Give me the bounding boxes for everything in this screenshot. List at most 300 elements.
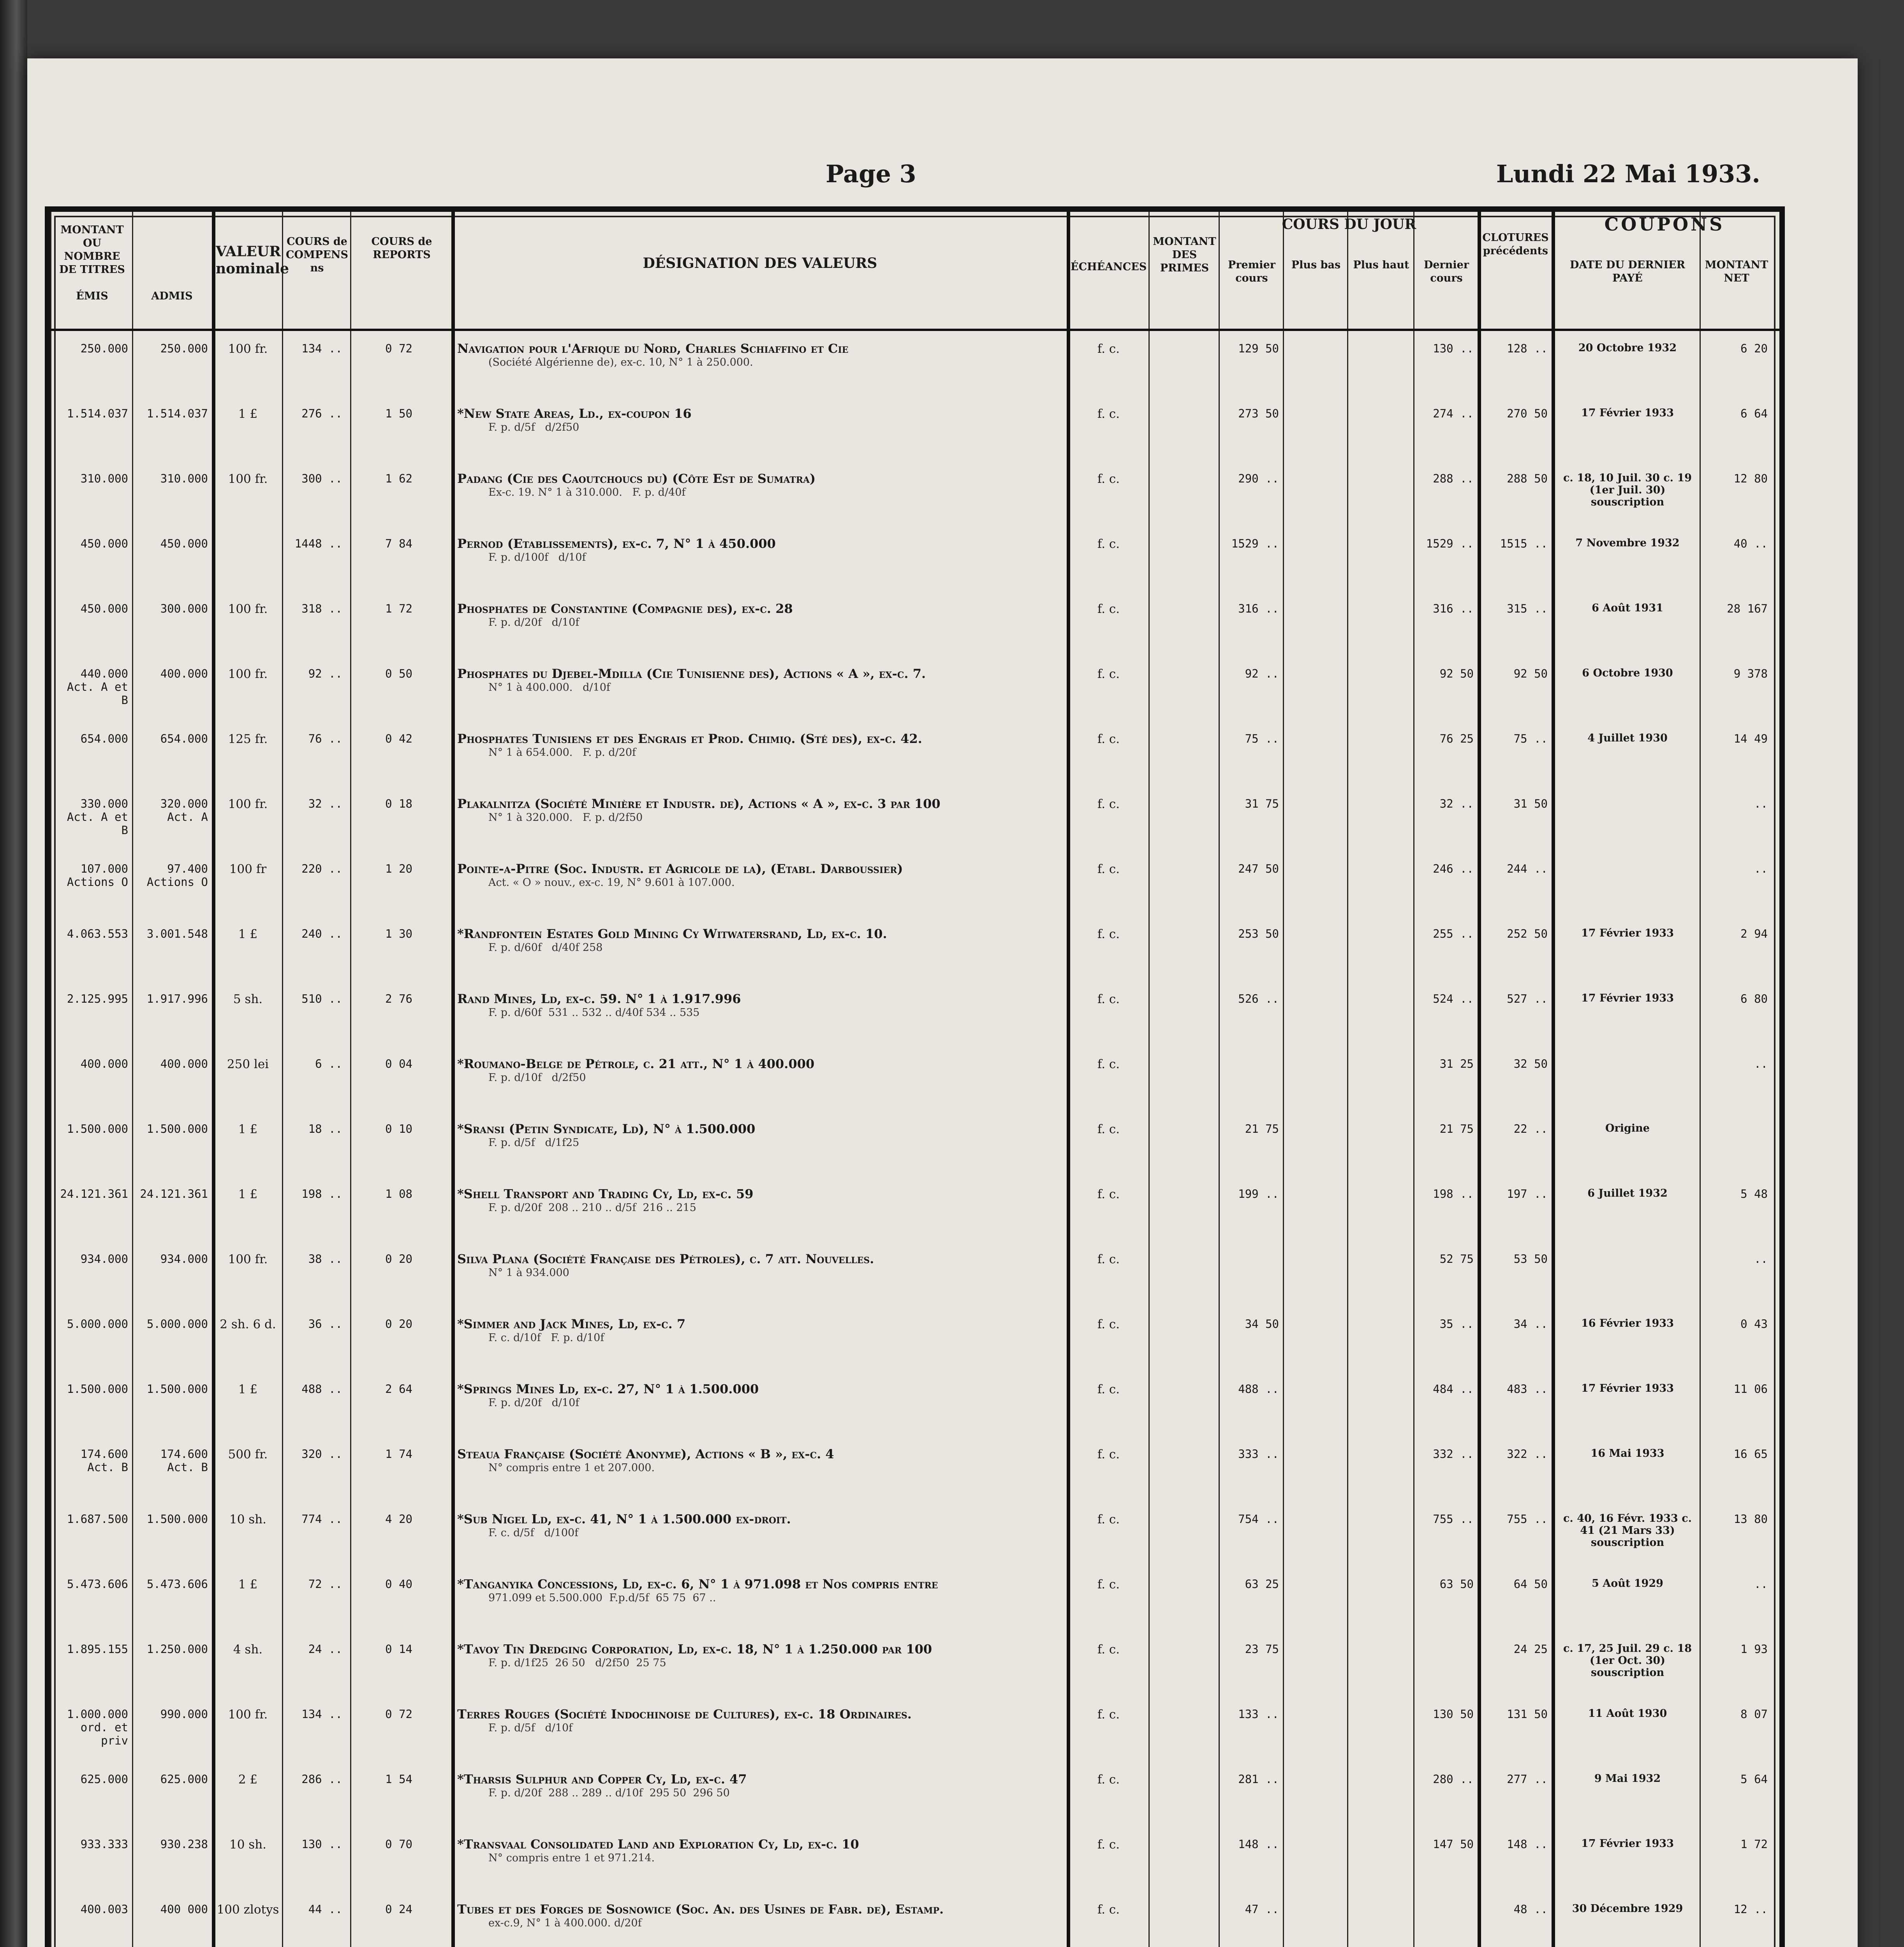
cell-admis: 1.500.000 bbox=[146, 1122, 208, 1135]
cell-cloture: 755 .. bbox=[1507, 1512, 1548, 1526]
cell-valeur: 100 fr bbox=[229, 862, 267, 876]
security-name: Pointe-a-Pitre (Soc. Industr. et Agricole de la), (Etabl. Darboussier) bbox=[457, 861, 903, 876]
cell-premier: 488 .. bbox=[1238, 1382, 1279, 1396]
cell-ech: f. c. bbox=[1097, 797, 1120, 811]
cell-admis: 400 000 bbox=[160, 1903, 208, 1916]
cell-compens: 774 .. bbox=[301, 1512, 342, 1526]
cell-reports: 0 40 bbox=[385, 1577, 412, 1591]
table-row bbox=[50, 336, 1779, 401]
cell-dernier: 524 .. bbox=[1433, 992, 1474, 1005]
cell-admis: 1.514.037 bbox=[146, 407, 208, 420]
table-row bbox=[50, 1442, 1779, 1507]
cell-coupon-date: 30 Décembre 1929 bbox=[1572, 1903, 1683, 1915]
table-row bbox=[50, 987, 1779, 1052]
security-detail: Ex-c. 19. N° 1 à 310.000. F. p. d/40f bbox=[488, 486, 686, 498]
cell-compens: 24 .. bbox=[308, 1642, 342, 1656]
cell-admis: 930.238 bbox=[160, 1838, 208, 1851]
cell-designation bbox=[457, 341, 1063, 369]
cell-dernier: 130 50 bbox=[1433, 1708, 1474, 1721]
cell-ech: f. c. bbox=[1097, 1577, 1120, 1591]
security-detail: F. p. d/20f d/10f bbox=[488, 616, 579, 628]
cell-cloture: 244 .. bbox=[1507, 862, 1548, 875]
cell-admis: 990.000 bbox=[160, 1708, 208, 1721]
cell-coupon-net: 14 49 bbox=[1733, 732, 1768, 745]
cell-coupon-net: 6 80 bbox=[1740, 992, 1768, 1005]
security-name: Navigation pour l'Afrique du Nord, Charles Schiaffino et Cie bbox=[457, 341, 849, 356]
cell-coupon-net: 1 93 bbox=[1740, 1642, 1768, 1656]
cell-ech: f. c. bbox=[1097, 1838, 1120, 1852]
cell-cloture: 31 50 bbox=[1513, 797, 1548, 810]
cell-valeur: 100 fr. bbox=[228, 472, 268, 486]
cell-valeur: 100 fr. bbox=[228, 667, 268, 681]
header-premier: Premier cours bbox=[1228, 259, 1275, 284]
cell-emis: 1.687.500 bbox=[67, 1512, 128, 1526]
security-detail: F. p. d/5f d/2f50 bbox=[488, 421, 579, 433]
cell-valeur: 1 £ bbox=[238, 1122, 258, 1136]
cell-reports: 1 72 bbox=[385, 602, 412, 615]
security-detail: Act. « O » nouv., ex-c. 19, N° 9.601 à 107.000. bbox=[488, 877, 735, 889]
cell-emis: 440.000 Act. A et B bbox=[67, 667, 128, 707]
cell-coupon-net: .. bbox=[1754, 797, 1768, 810]
cell-coupon-date: 16 Février 1933 bbox=[1581, 1317, 1674, 1329]
cell-admis: 1.917.996 bbox=[146, 992, 208, 1005]
cell-premier: 133 .. bbox=[1238, 1708, 1279, 1721]
cell-compens: 220 .. bbox=[301, 862, 342, 875]
cell-admis: 1.500.000 bbox=[146, 1512, 208, 1526]
cell-coupon-date: 4 Juillet 1930 bbox=[1587, 732, 1668, 744]
table-row bbox=[50, 1507, 1779, 1572]
cell-reports: 0 42 bbox=[385, 732, 412, 745]
cell-compens: 18 .. bbox=[308, 1122, 342, 1135]
cell-ech: f. c. bbox=[1097, 1642, 1120, 1657]
cell-coupon-net: 6 20 bbox=[1740, 342, 1768, 355]
cell-cloture: 48 .. bbox=[1513, 1903, 1548, 1916]
cell-admis: 450.000 bbox=[160, 537, 208, 550]
table-row bbox=[50, 1702, 1779, 1767]
cell-cloture: 75 .. bbox=[1513, 732, 1548, 745]
table-row bbox=[50, 857, 1779, 922]
security-name: Plakalnitza (Société Minière et Industr. de), Actions « A », ex-c. 3 par 100 bbox=[457, 796, 941, 811]
cell-cloture: 252 50 bbox=[1507, 927, 1548, 940]
security-detail: F. c. d/10f F. p. d/10f bbox=[488, 1332, 604, 1344]
cell-dernier: 288 .. bbox=[1433, 472, 1474, 485]
cell-designation bbox=[457, 926, 1063, 954]
cell-reports: 7 84 bbox=[385, 537, 412, 550]
cell-emis: 174.600 Act. B bbox=[80, 1447, 128, 1474]
cell-designation bbox=[457, 1837, 1063, 1865]
cell-cloture: 483 .. bbox=[1507, 1382, 1548, 1396]
security-detail: ex-c.9, N° 1 à 400.000. d/20f bbox=[488, 1917, 642, 1929]
table-row bbox=[50, 1052, 1779, 1117]
cell-coupon-net: .. bbox=[1754, 1577, 1768, 1591]
cell-designation bbox=[457, 1382, 1063, 1410]
cell-premier: 247 50 bbox=[1238, 862, 1279, 875]
table-row bbox=[50, 792, 1779, 857]
security-name: Steaua Française (Société Anonyme), Actions « B », ex-c. 4 bbox=[457, 1447, 834, 1461]
table-row bbox=[50, 401, 1779, 467]
cell-admis: 174.600 Act. B bbox=[160, 1447, 208, 1474]
cell-ech: f. c. bbox=[1097, 472, 1120, 486]
page-date: Lundi 22 Mai 1933. bbox=[1496, 160, 1760, 188]
cell-emis: 1.000.000 ord. et priv bbox=[67, 1708, 128, 1747]
cell-valeur: 10 sh. bbox=[229, 1512, 267, 1526]
cell-dernier: 1529 .. bbox=[1426, 537, 1474, 550]
cell-dernier: 332 .. bbox=[1433, 1447, 1474, 1461]
cell-reports: 0 50 bbox=[385, 667, 412, 680]
security-detail: F. p. d/60f 531 .. 532 .. d/40f 534 .. 535 bbox=[488, 1007, 700, 1019]
security-name: *Tavoy Tin Dredging Corporation, Ld, ex-c. 18, N° 1 à 1.250.000 par 100 bbox=[457, 1642, 932, 1657]
cell-ech: f. c. bbox=[1097, 667, 1120, 681]
table-row bbox=[50, 1572, 1779, 1637]
cell-valeur: 1 £ bbox=[238, 927, 258, 941]
cell-admis: 1.250.000 bbox=[146, 1642, 208, 1656]
cell-designation bbox=[457, 601, 1063, 629]
cell-emis: 5.473.606 bbox=[67, 1577, 128, 1591]
table-row bbox=[50, 532, 1779, 597]
cell-emis: 310.000 bbox=[80, 472, 128, 485]
cell-designation bbox=[457, 991, 1063, 1019]
cell-coupon-net: 13 80 bbox=[1733, 1512, 1768, 1526]
header-cours-compens: COURS de COMPENS ns bbox=[286, 236, 348, 274]
cell-ech: f. c. bbox=[1097, 1708, 1120, 1722]
header-cours-du-jour: COURS DU JOUR bbox=[1282, 216, 1416, 232]
security-name: Phosphates de Constantine (Compagnie des), ex-c. 28 bbox=[457, 601, 793, 616]
security-name: *Roumano-Belge de Pétrole, c. 21 att., N° 1 à 400.000 bbox=[457, 1056, 815, 1071]
cell-emis: 450.000 bbox=[80, 602, 128, 615]
security-detail: F. p. d/1f25 26 50 d/2f50 25 75 bbox=[488, 1657, 666, 1669]
cell-premier: 1529 .. bbox=[1231, 537, 1279, 550]
cell-coupon-net: 5 64 bbox=[1740, 1773, 1768, 1786]
cell-reports: 2 64 bbox=[385, 1382, 412, 1396]
cell-coupon-net: 9 378 bbox=[1733, 667, 1768, 680]
security-detail: F. p. d/20f d/10f bbox=[488, 1397, 579, 1409]
cell-designation bbox=[457, 1902, 1063, 1930]
page-binding bbox=[0, 0, 27, 1947]
cell-compens: 76 .. bbox=[308, 732, 342, 745]
security-detail: (Société Algérienne de), ex-c. 10, N° 1 à 250.000. bbox=[488, 356, 753, 368]
table-row bbox=[50, 662, 1779, 727]
security-name: *Tanganyika Concessions, Ld, ex-c. 6, N° 1 à 971.098 et Nos compris entre bbox=[457, 1577, 938, 1591]
cell-valeur: 100 fr. bbox=[228, 797, 268, 811]
cell-compens: 44 .. bbox=[308, 1903, 342, 1916]
security-detail: F. p. d/20f 288 .. 289 .. d/10f 295 50 296 50 bbox=[488, 1787, 730, 1799]
cell-compens: 38 .. bbox=[308, 1252, 342, 1266]
cell-compens: 32 .. bbox=[308, 797, 342, 810]
cell-designation bbox=[457, 1707, 1063, 1735]
cell-emis: 934.000 bbox=[80, 1252, 128, 1266]
table-row bbox=[50, 1377, 1779, 1442]
cell-admis: 400.000 bbox=[160, 1057, 208, 1070]
cell-admis: 320.000 Act. A bbox=[160, 797, 208, 824]
cell-valeur: 500 fr. bbox=[228, 1447, 268, 1461]
security-detail: N° 1 à 934.000 bbox=[488, 1267, 569, 1279]
header-date-dernier: DATE DU DERNIER PAYÉ bbox=[1569, 259, 1686, 284]
cell-dernier: 198 .. bbox=[1433, 1187, 1474, 1201]
header-dernier: Dernier cours bbox=[1423, 259, 1469, 284]
cell-reports: 0 70 bbox=[385, 1838, 412, 1851]
security-detail: F. c. d/5f d/100f bbox=[488, 1527, 579, 1539]
cell-valeur: 5 sh. bbox=[233, 992, 263, 1006]
cell-ech: f. c. bbox=[1097, 537, 1120, 551]
cell-valeur: 10 sh. bbox=[229, 1838, 267, 1852]
cell-emis: 330.000 Act. A et B bbox=[67, 797, 128, 837]
cell-valeur: 100 zlotys bbox=[217, 1903, 279, 1917]
cell-dernier: 130 .. bbox=[1433, 342, 1474, 355]
security-name: *Tharsis Sulphur and Copper Cy, Ld, ex-c. 47 bbox=[457, 1772, 747, 1787]
security-name: Silva Plana (Société Française des Pétroles), c. 7 att. Nouvelles. bbox=[457, 1252, 874, 1266]
security-detail: 971.099 et 5.500.000 F.p.d/5f 65 75 67 .. bbox=[488, 1592, 716, 1604]
cell-premier: 23 75 bbox=[1245, 1642, 1279, 1656]
cell-designation bbox=[457, 1121, 1063, 1150]
cell-admis: 310.000 bbox=[160, 472, 208, 485]
table-row bbox=[50, 1897, 1779, 1947]
cell-valeur: 250 lei bbox=[227, 1057, 269, 1071]
cell-ech: f. c. bbox=[1097, 1317, 1120, 1331]
cell-premier: 21 75 bbox=[1245, 1122, 1279, 1135]
cell-coupon-date: 6 Août 1931 bbox=[1592, 602, 1663, 614]
cell-coupon-net: 28 167 bbox=[1727, 602, 1768, 615]
cell-cloture: 24 25 bbox=[1513, 1642, 1548, 1656]
cell-valeur: 100 fr. bbox=[228, 342, 268, 356]
cell-premier: 253 50 bbox=[1238, 927, 1279, 940]
cell-premier: 75 .. bbox=[1245, 732, 1279, 745]
cell-cloture: 92 50 bbox=[1513, 667, 1548, 680]
cell-compens: 134 .. bbox=[301, 342, 342, 355]
cell-designation bbox=[457, 861, 1063, 889]
cell-valeur: 1 £ bbox=[238, 1577, 258, 1591]
cell-compens: 240 .. bbox=[301, 927, 342, 940]
security-name: *Shell Transport and Trading Cy, Ld, ex-c. 59 bbox=[457, 1187, 754, 1201]
cell-emis: 1.514.037 bbox=[67, 407, 128, 420]
cell-ech: f. c. bbox=[1097, 1512, 1120, 1526]
security-name: *Sub Nigel Ld, ex-c. 41, N° 1 à 1.500.000 ex-droit. bbox=[457, 1512, 791, 1526]
cell-compens: 318 .. bbox=[301, 602, 342, 615]
cell-designation bbox=[457, 796, 1063, 824]
cell-valeur: 4 sh. bbox=[233, 1642, 263, 1657]
security-name: *New State Areas, Ld., ex-coupon 16 bbox=[457, 406, 692, 421]
cell-reports: 0 18 bbox=[385, 797, 412, 810]
cell-dernier: 274 .. bbox=[1433, 407, 1474, 420]
table-row bbox=[50, 1117, 1779, 1182]
table-row bbox=[50, 727, 1779, 792]
cell-coupon-net: 40 .. bbox=[1733, 537, 1768, 550]
cell-emis: 400.003 bbox=[80, 1903, 128, 1916]
cell-cloture: 128 .. bbox=[1507, 342, 1548, 355]
cell-reports: 1 62 bbox=[385, 472, 412, 485]
cell-dernier: 484 .. bbox=[1433, 1382, 1474, 1396]
cell-coupon-net: 11 06 bbox=[1733, 1382, 1768, 1396]
cell-premier: 333 .. bbox=[1238, 1447, 1279, 1461]
cell-coupon-net: 8 07 bbox=[1740, 1708, 1768, 1721]
cell-cloture: 277 .. bbox=[1507, 1773, 1548, 1786]
cell-valeur: 100 fr. bbox=[228, 1708, 268, 1722]
cell-compens: 286 .. bbox=[301, 1773, 342, 1786]
cell-ech: f. c. bbox=[1097, 1447, 1120, 1461]
table-row bbox=[50, 1247, 1779, 1312]
cell-coupon-net: 12 80 bbox=[1733, 472, 1768, 485]
cell-designation bbox=[457, 471, 1063, 499]
cell-compens: 320 .. bbox=[301, 1447, 342, 1461]
security-name: Padang (Cie des Caoutchoucs du) (Côte Est de Sumatra) bbox=[457, 471, 816, 486]
cell-compens: 72 .. bbox=[308, 1577, 342, 1591]
cell-valeur: 1 £ bbox=[238, 1187, 258, 1201]
cell-compens: 488 .. bbox=[301, 1382, 342, 1396]
cell-valeur: 1 £ bbox=[238, 407, 258, 421]
security-detail: N° 1 à 320.000. F. p. d/2f50 bbox=[488, 812, 643, 824]
cell-designation bbox=[457, 1577, 1063, 1605]
header-admis: ADMIS bbox=[151, 290, 193, 302]
cell-reports: 0 14 bbox=[385, 1642, 412, 1656]
table-row bbox=[50, 467, 1779, 532]
cell-coupon-net: .. bbox=[1754, 1252, 1768, 1266]
header-valeur: VALEUR nominale bbox=[216, 243, 289, 277]
cell-coupon-date: 17 Février 1933 bbox=[1581, 992, 1674, 1004]
cell-ech: f. c. bbox=[1097, 1057, 1120, 1071]
cell-coupon-date: 17 Février 1933 bbox=[1581, 927, 1674, 939]
cell-cloture: 34 .. bbox=[1513, 1317, 1548, 1331]
page-number: Page 3 bbox=[826, 160, 916, 188]
cell-premier: 316 .. bbox=[1238, 602, 1279, 615]
cell-cloture: 53 50 bbox=[1513, 1252, 1548, 1266]
cell-designation bbox=[457, 1187, 1063, 1215]
cell-admis: 934.000 bbox=[160, 1252, 208, 1266]
header-clotures: CLOTURES précédents bbox=[1482, 232, 1549, 257]
cell-reports: 0 72 bbox=[385, 1708, 412, 1721]
header-montant-titres: MONTANT OU NOMBRE DE TITRES bbox=[59, 224, 125, 276]
cell-emis: 107.000 Actions O bbox=[67, 862, 128, 889]
cell-ech: f. c. bbox=[1097, 1252, 1120, 1266]
cell-admis: 97.400 Actions O bbox=[146, 862, 208, 889]
cell-reports: 1 74 bbox=[385, 1447, 412, 1461]
cell-coupon-date: c. 18, 10 Juil. 30 c. 19 (1er Juil. 30) souscription bbox=[1563, 472, 1692, 508]
cell-coupon-date: 9 Mai 1932 bbox=[1594, 1773, 1661, 1785]
cell-premier: 34 50 bbox=[1245, 1317, 1279, 1331]
cell-admis: 400.000 bbox=[160, 667, 208, 680]
cell-reports: 1 54 bbox=[385, 1773, 412, 1786]
cell-premier: 129 50 bbox=[1238, 342, 1279, 355]
cell-reports: 1 30 bbox=[385, 927, 412, 940]
cell-coupon-date: c. 17, 25 Juil. 29 c. 18 (1er Oct. 30) souscription bbox=[1563, 1642, 1692, 1679]
table-header bbox=[50, 212, 1779, 331]
cell-dernier: 280 .. bbox=[1433, 1773, 1474, 1786]
cell-valeur: 100 fr. bbox=[228, 1252, 268, 1266]
security-detail: F. p. d/60f d/40f 258 bbox=[488, 942, 603, 954]
cell-emis: 625.000 bbox=[80, 1773, 128, 1786]
security-detail: N° 1 à 400.000. d/10f bbox=[488, 681, 610, 694]
cell-dernier: 52 75 bbox=[1439, 1252, 1474, 1266]
cell-coupon-net: 6 64 bbox=[1740, 407, 1768, 420]
security-name: Phosphates Tunisiens et des Engrais et Prod. Chimiq. (Sté des), ex-c. 42. bbox=[457, 731, 922, 746]
cell-coupon-date: Origine bbox=[1605, 1122, 1650, 1134]
cell-ech: f. c. bbox=[1097, 342, 1120, 356]
cell-premier: 526 .. bbox=[1238, 992, 1279, 1005]
cell-ech: f. c. bbox=[1097, 602, 1120, 616]
cell-dernier: 76 25 bbox=[1439, 732, 1474, 745]
cell-premier: 148 .. bbox=[1238, 1838, 1279, 1851]
newspaper-page bbox=[27, 58, 1858, 1947]
security-detail: F. p. d/5f d/1f25 bbox=[488, 1137, 579, 1149]
cell-dernier: 31 25 bbox=[1439, 1057, 1474, 1070]
cell-designation bbox=[457, 406, 1063, 434]
cell-reports: 2 76 bbox=[385, 992, 412, 1005]
cell-valeur: 1 £ bbox=[238, 1382, 258, 1396]
cell-designation bbox=[457, 1772, 1063, 1800]
cell-coupon-date: 11 Août 1930 bbox=[1588, 1708, 1667, 1720]
cell-valeur: 2 £ bbox=[238, 1773, 258, 1787]
cell-ech: f. c. bbox=[1097, 407, 1120, 421]
security-name: Pernod (Etablissements), ex-c. 7, N° 1 à 450.000 bbox=[457, 536, 776, 551]
cell-premier: 754 .. bbox=[1238, 1512, 1279, 1526]
cell-coupon-date: 16 Mai 1933 bbox=[1590, 1447, 1664, 1459]
cell-coupon-date: c. 40, 16 Févr. 1933 c. 41 (21 Mars 33) souscription bbox=[1563, 1512, 1692, 1549]
cell-compens: 300 .. bbox=[301, 472, 342, 485]
cell-reports: 0 10 bbox=[385, 1122, 412, 1135]
cell-admis: 5.000.000 bbox=[146, 1317, 208, 1331]
cell-cloture: 22 .. bbox=[1513, 1122, 1548, 1135]
cell-coupon-net: 1 72 bbox=[1740, 1838, 1768, 1851]
cell-ech: f. c. bbox=[1097, 992, 1120, 1006]
cell-cloture: 1515 .. bbox=[1500, 537, 1548, 550]
table-row bbox=[50, 922, 1779, 987]
cell-designation bbox=[457, 536, 1063, 564]
security-detail: N° compris entre 1 et 971.214. bbox=[488, 1852, 655, 1864]
header-montant-net: MONTANT NET bbox=[1705, 259, 1768, 284]
cell-admis: 654.000 bbox=[160, 732, 208, 745]
cell-premier: 63 25 bbox=[1245, 1577, 1279, 1591]
cell-emis: 933.333 bbox=[80, 1838, 128, 1851]
cell-coupon-date: 6 Juillet 1932 bbox=[1587, 1187, 1668, 1199]
header-coupons: COUPONS bbox=[1604, 214, 1725, 235]
cell-ech: f. c. bbox=[1097, 1773, 1120, 1787]
cell-admis: 300.000 bbox=[160, 602, 208, 615]
cell-coupon-date: 17 Février 1933 bbox=[1581, 1838, 1674, 1850]
cell-cloture: 288 50 bbox=[1507, 472, 1548, 485]
cell-coupon-date: 7 Novembre 1932 bbox=[1575, 537, 1680, 549]
cell-designation bbox=[457, 1317, 1063, 1345]
cell-designation bbox=[457, 1056, 1063, 1084]
security-detail: F. p. d/5f d/10f bbox=[488, 1722, 573, 1734]
cell-ech: f. c. bbox=[1097, 1382, 1120, 1396]
cell-reports: 0 20 bbox=[385, 1317, 412, 1331]
cell-emis: 24.121.361 bbox=[60, 1187, 128, 1201]
table-row bbox=[50, 597, 1779, 662]
cell-designation bbox=[457, 731, 1063, 759]
security-name: Rand Mines, Ld, ex-c. 59. N° 1 à 1.917.996 bbox=[457, 991, 741, 1006]
cell-emis: 2.125.995 bbox=[67, 992, 128, 1005]
cell-coupon-date: 5 Août 1929 bbox=[1592, 1577, 1663, 1590]
cell-cloture: 527 .. bbox=[1507, 992, 1548, 1005]
table-row bbox=[50, 1312, 1779, 1377]
cell-dernier: 255 .. bbox=[1433, 927, 1474, 940]
cell-admis: 625.000 bbox=[160, 1773, 208, 1786]
cell-reports: 1 08 bbox=[385, 1187, 412, 1201]
cell-reports: 0 04 bbox=[385, 1057, 412, 1070]
security-name: *Randfontein Estates Gold Mining Cy Witwatersrand, Ld, ex-c. 10. bbox=[457, 926, 887, 941]
cell-cloture: 270 50 bbox=[1507, 407, 1548, 420]
cell-valeur: 2 sh. 6 d. bbox=[220, 1317, 276, 1331]
security-name: *Springs Mines Ld, ex-c. 27, N° 1 à 1.500.000 bbox=[457, 1382, 759, 1396]
security-name: Phosphates du Djebel-Mdilla (Cie Tunisienne des), Actions « A », ex-c. 7. bbox=[457, 666, 926, 681]
cell-cloture: 315 .. bbox=[1507, 602, 1548, 615]
cell-compens: 198 .. bbox=[301, 1187, 342, 1201]
cell-dernier: 147 50 bbox=[1433, 1838, 1474, 1851]
cell-emis: 5.000.000 bbox=[67, 1317, 128, 1331]
cell-emis: 4.063.553 bbox=[67, 927, 128, 940]
header-plus-haut: Plus haut bbox=[1353, 259, 1409, 271]
cell-admis: 3.001.548 bbox=[146, 927, 208, 940]
header-echeances: ÉCHÉANCES bbox=[1071, 261, 1147, 273]
cell-reports: 1 50 bbox=[385, 407, 412, 420]
